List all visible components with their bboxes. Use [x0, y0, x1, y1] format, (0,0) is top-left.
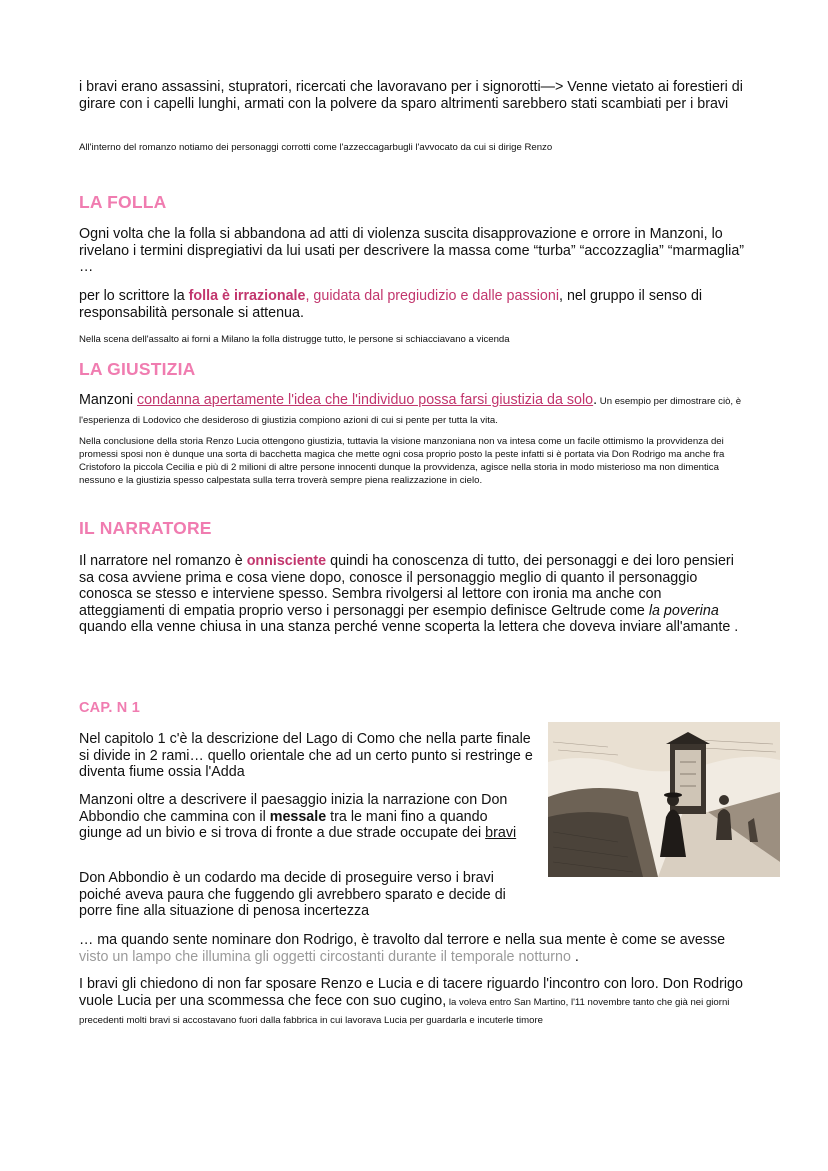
narratore-la: la: [648, 602, 664, 619]
heading-la-giustizia: LA GIUSTIZIA: [79, 359, 196, 379]
cap1-p2-text: Manzoni oltre a descrivere il paesaggio inizia la narrazione con Don Abbondio che cammina con il: [79, 792, 508, 825]
cap1-p5-small-text: la voleva entro San Martino, l'11 novembre tanto che già nei giorni precedenti molti bravi si accostavano fuori dalla fabbrica in cui lavorava Lucia per guardarla e incuterle timore: [79, 996, 730, 1027]
narratore-text-end: quando ella venne chiusa in una stanza perché venne scoperta la lettera che doveva inviare all'amante .: [79, 619, 739, 636]
heading-cap-n1: CAP. N 1: [79, 700, 140, 716]
poverina-italic: poverina: [663, 602, 719, 619]
cap1-paragraph-2: [79, 792, 534, 842]
messale-bold: messale: [269, 808, 327, 825]
giustizia-note: Nella conclusione della storia Renzo Lucia ottengono giustizia, tuttavia la visione manzoniana non va intesa come un facile ottimismo la provvidenza dei promessi sposi non è dunque una sorta di bacchetta magica che mette ogni cosa proprio posto la peste infatti si è portata via Don Rodrigo ma anche fra Cristoforo la piccola Cecilia e più di 2 milioni di altre persone innocenti dunque la provvidenza, agisce nella storia in modo misterioso ma non dimentica nessuno e la giustizia spesso calpestata sulla terra troverà sempre piena realizzazione in cielo.: [79, 436, 725, 486]
cap1-p5-text: I bravi gli chiedono di non far sposare Renzo e Lucia e di tacere riguardo l'incontro con loro. Don Rodrigo vuole Lucia per una scommessa che fece con suo cugino,: [79, 976, 743, 1009]
lampo-quote-grey: visto un lampo che illumina gli oggetti circostanti durante il temporale notturno: [79, 948, 571, 965]
cap1-p2-text-middle: tra le mani fino a quando giunge ad un bivio e si trova di fronte a due strade occupate dei: [79, 808, 488, 842]
intro-paragraph: i bravi erano assassini, stupratori, ricercati che lavoravano per i signorotti—> Venne vietato ai forestieri di girare con i capelli lunghi, armati con la polvere da sparo altrimenti sarebbero stati scambiati per i bravi: [79, 79, 743, 112]
folla-p2-text-end: , nel gruppo il senso di responsabilità personale si attenua.: [79, 288, 703, 321]
giustizia-p1-dot: .: [593, 392, 598, 408]
intro-note: All'interno del romanzo notiamo dei personaggi corrotti come l'azzeccagarbugli l'avvocato da cui si dirige Renzo: [79, 142, 553, 153]
folla-note: Nella scena dell'assalto ai forni a Milano la folla distrugge tutto, le persone si schiacciavano a vicenda: [79, 334, 510, 345]
cap1-paragraph-5: [79, 976, 751, 1030]
onnisciente-highlight: onnisciente: [246, 553, 327, 569]
giustizia-lodovico-example: Un esempio per dimostrare ciò, è l'esperienza di Lodovico che desideroso di giustizia compiono azioni di cui si pente per tutta la vita.: [79, 396, 742, 426]
giustizia-paragraph-1: [79, 392, 751, 429]
folla-p2-text: per lo scrittore la: [79, 288, 189, 304]
folla-paragraph-1: Ogni volta che la folla si abbandona ad atti di violenza suscita disapprovazione e orrore in Manzoni, lo rivelano i termini dispregiativi da lui usati per descrivere la massa come “turba” “accozzaglia” “marmaglia” …: [79, 226, 745, 276]
heading-il-narratore: IL NARRATORE: [79, 518, 212, 538]
narratore-paragraph: [79, 553, 751, 636]
folla-passioni-highlight: , guidata dal pregiudizio e dalle passioni: [305, 288, 560, 304]
narratore-text-middle: quindi ha conoscenza di tutto, dei personaggi e dei loro pensieri sa cosa avviene prima e cosa viene dopo, conosce il personaggio meglio di quanto il personaggio conosca se stesso e interviene spesso. Sembra rivolgersi al lettore con ironia ma anche con atteggiamenti di empatia proprio verso i personaggi per esempio definisce Geltrude come: [79, 553, 734, 619]
giustizia-condanna-underlined: condanna apertamente l'idea che l'individuo possa farsi giustizia da solo: [137, 392, 594, 408]
narratore-text: Il narratore nel romanzo è: [79, 553, 247, 569]
cap1-paragraph-3: Don Abbondio è un codardo ma decide di proseguire verso i bravi poiché aveva paura che fuggendo gli avrebbero sparato e decide di porre fine alla situazione di penosa incertezza: [79, 870, 506, 920]
folla-irrazionale-highlight: folla è irrazionale: [188, 288, 306, 304]
folla-paragraph-2: [79, 288, 751, 321]
cap1-paragraph-1: Nel capitolo 1 c'è la descrizione del Lago di Como che nella parte finale si divide in 2 rami… quello orientale che ad un certo punto si restringe e diventa fiume ossia l'Adda: [79, 731, 533, 781]
cap1-paragraph-4: [79, 932, 751, 965]
giustizia-p1-text: Manzoni: [79, 392, 138, 408]
heading-la-folla: LA FOLLA: [79, 192, 167, 212]
cap1-p4-end: .: [570, 948, 579, 965]
cap1-p4-text: … ma quando sente nominare don Rodrigo, è travolto dal terrore e nella sua mente è come se avesse: [79, 932, 726, 948]
don-abbondio-engraving-image: [548, 722, 780, 877]
bravi-underlined: bravi: [485, 825, 517, 842]
